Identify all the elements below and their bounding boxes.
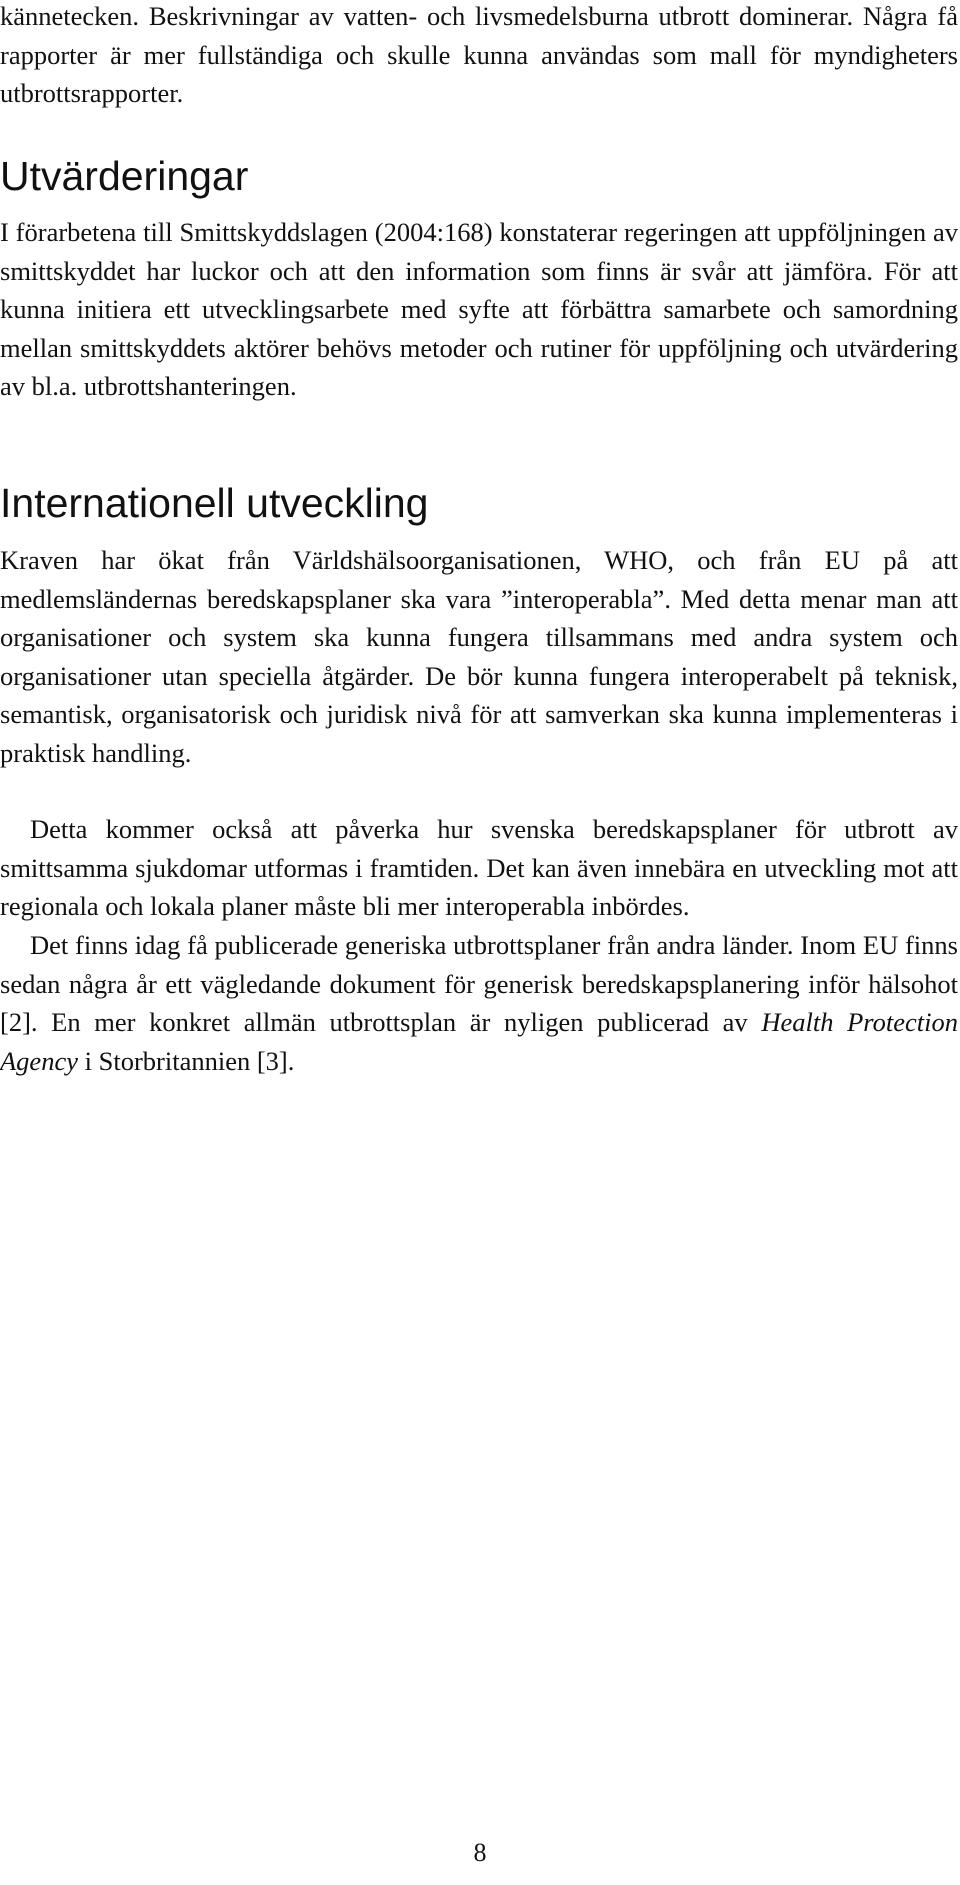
internationell-paragraph-2: Detta kommer också att påverka hur svenska beredskapsplaner för utbrott av smittsamma sjukdomar utformas i framtiden. Det kan även innebära en utveckling mot att regionala och lokala planer måste bli mer interoperabla inbördes. [0,814,958,922]
page-number: 8 [473,1838,487,1867]
utvarderingar-paragraph: I förarbetena till Smittskyddslagen (2004:168) konstaterar regeringen att uppföljningen av smittskyddet har luckor och att den information som finns är svår att jämföra. För att kunna initiera ett utvecklingsarbete med syfte att förbättra samarbete och samordning mellan smittskyddets aktörer behövs metoder och rutiner för uppföljning och utvärdering av bl.a. utbrottshanteringen. [0,217,958,402]
section-heading-utvarderingar: Utvärderingar [0,153,249,199]
internationell-paragraph-3 [0,926,958,1080]
intro-paragraph: kännetecken. Beskrivningar av vatten- och livsmedelsburna utbrott dominerar. Några få rapporter är mer fullständiga och skulle kunna användas som mall för myndigheters utbrottsrapporter. [0,1,958,109]
internationell-paragraph-1: Kraven har ökat från Världshälsoorganisationen, WHO, och från EU på att medlemsländernas beredskapsplaner ska vara ”interoperabla”. Med detta menar man att organisationer och system ska kunna fungera tillsammans med andra system och organisationer utan speciella åtgärder. De bör kunna fungera interoperabelt på teknisk, semantisk, organisatorisk och juridisk nivå för att samverkan ska kunna implementeras i praktisk handling. [0,545,958,768]
agency-name-italic: Health Protection Agency [0,1007,958,1076]
paragraph-3-text-start: Det finns idag få publicerade generiska utbrottsplaner från andra länder. Inom EU finns sedan några år ett vägledande dokument för generisk beredskapsplanering inför hälsohot [2]. En mer konkret allmän utbrottsplan är nyligen publicerad av [0,930,958,1038]
section-heading-internationell-utveckling: Internationell utveckling [0,480,429,526]
paragraph-3-text-end: i Storbritannien [3]. [77,1045,295,1076]
